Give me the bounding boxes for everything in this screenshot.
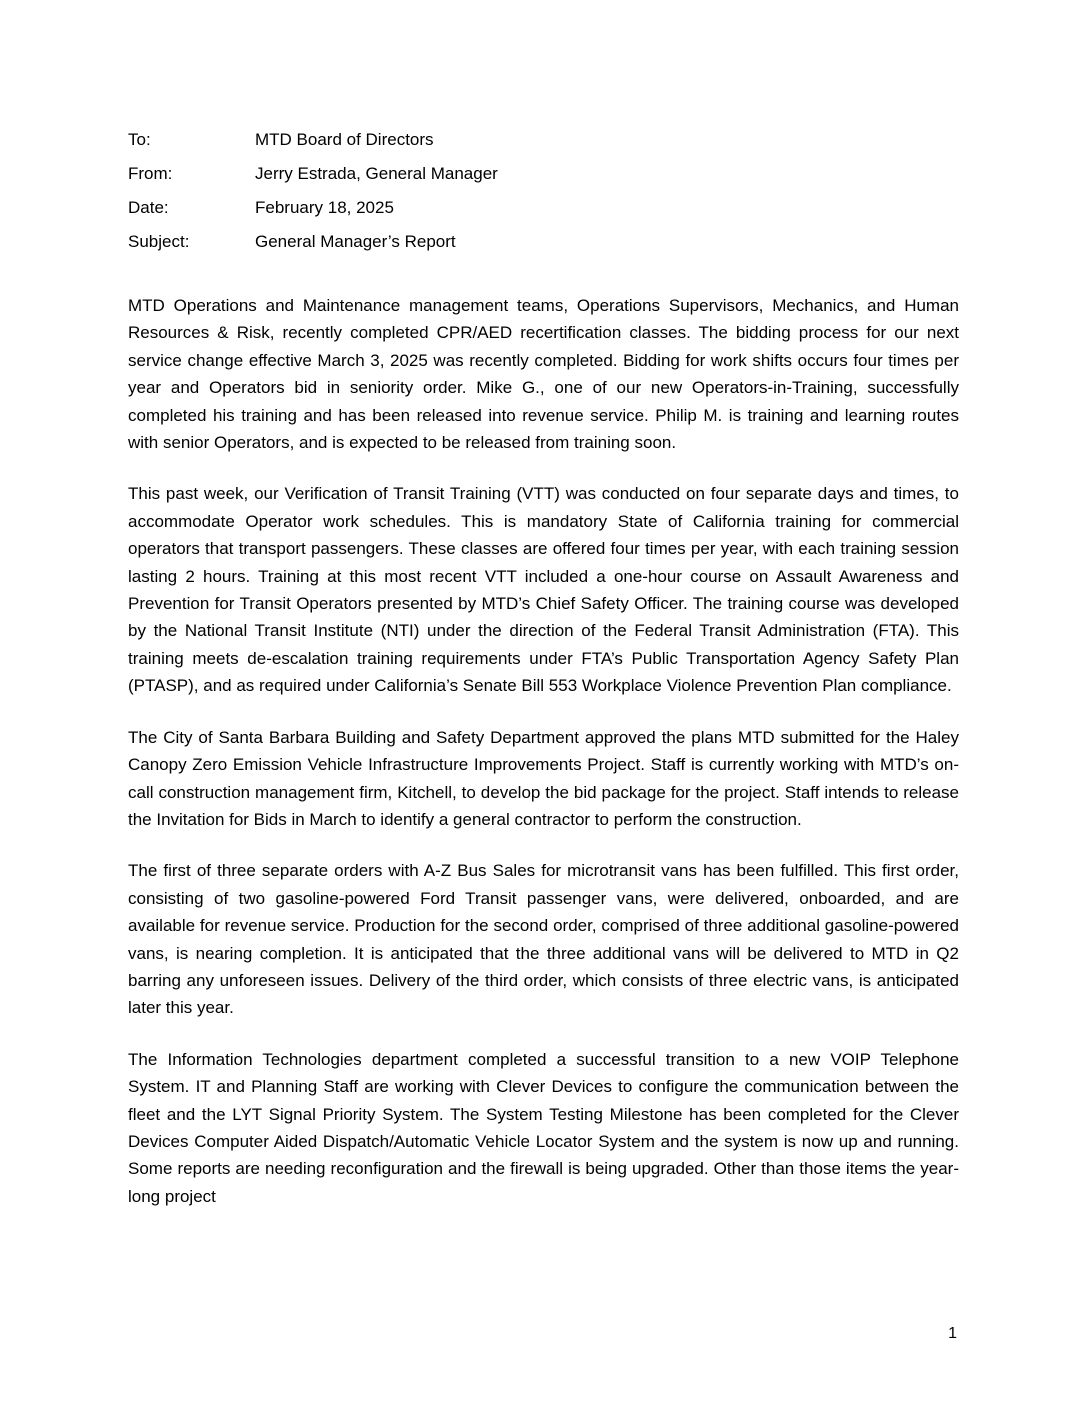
memo-header	[128, 129, 959, 252]
memo-field-date	[128, 197, 959, 218]
memo-body	[128, 292, 959, 1210]
page-number: 1	[948, 1325, 957, 1342]
body-paragraph-4: The first of three separate orders with A-Z Bus Sales for microtransit vans has been fulfilled. This first order, consisting of two gasoline-powered Ford Transit passenger vans, were delivered, onboarded, and are available for revenue service. Production for the second order, comprised of three additional gasoline-powered vans, is nearing completion. It is anticipated that the three additional vans will be delivered to MTD in Q2 barring any unforeseen issues. Delivery of the third order, which consists of three electric vans, is anticipated later this year.	[128, 861, 959, 1018]
memo-field-date-value: February 18, 2025	[255, 198, 394, 217]
memo-field-subject-label: Subject:	[128, 232, 190, 251]
memo-field-from	[128, 163, 959, 184]
memo-field-subject	[128, 231, 959, 252]
memo-field-to-label: To:	[128, 130, 151, 149]
memo-content	[128, 129, 959, 1234]
memo-field-to-value: MTD Board of Directors	[255, 130, 434, 149]
body-paragraph-2: This past week, our Verification of Transit Training (VTT) was conducted on four separate days and times, to accommodate Operator work schedules. This is mandatory State of California training for commercial operators that transport passengers. These classes are offered four times per year, with each training session lasting 2 hours. Training at this most recent VTT included a one-hour course on Assault Awareness and Prevention for Transit Operators presented by MTD’s Chief Safety Officer. The training course was developed by the National Transit Institute (NTI) under the direction of the Federal Transit Administration (FTA). This training meets de-escalation training requirements under FTA’s Public Transportation Agency Safety Plan (PTASP), and as required under California’s Senate Bill 553 Workplace Violence Prevention Plan compliance.	[128, 484, 959, 696]
body-paragraph-1: MTD Operations and Maintenance management teams, Operations Supervisors, Mechanics, and Human Resources & Risk, recently completed CPR/AED recertification classes. The bidding process for our next service change effective March 3, 2025 was recently completed. Bidding for work shifts occurs four times per year and Operators bid in seniority order. Mike G., one of our new Operators-in-Training, successfully completed his training and has been released into revenue service. Philip M. is training and learning routes with senior Operators, and is expected to be released from training soon.	[128, 296, 959, 453]
memo-field-to	[128, 129, 959, 150]
body-paragraph-3: The City of Santa Barbara Building and Safety Department approved the plans MTD submitted for the Haley Canopy Zero Emission Vehicle Infrastructure Improvements Project. Staff is currently working with MTD’s on-call construction management firm, Kitchell, to develop the bid package for the project. Staff intends to release the Invitation for Bids in March to identify a general contractor to perform the construction.	[128, 727, 959, 829]
body-paragraph-5: The Information Technologies department completed a successful transition to a new VOIP Telephone System. IT and Planning Staff are working with Clever Devices to configure the communication between the fleet and the LYT Signal Priority System. The System Testing Milestone has been completed for the Clever Devices Computer Aided Dispatch/Automatic Vehicle Locator System and the system is now up and running. Some reports are needing reconfiguration and the firewall is being upgraded. Other than those items the year-long project	[128, 1049, 959, 1206]
memo-field-from-label: From:	[128, 164, 173, 183]
memo-field-from-value: Jerry Estrada, General Manager	[255, 164, 498, 183]
memo-field-date-label: Date:	[128, 198, 169, 217]
memo-field-subject-value: General Manager’s Report	[255, 232, 456, 251]
